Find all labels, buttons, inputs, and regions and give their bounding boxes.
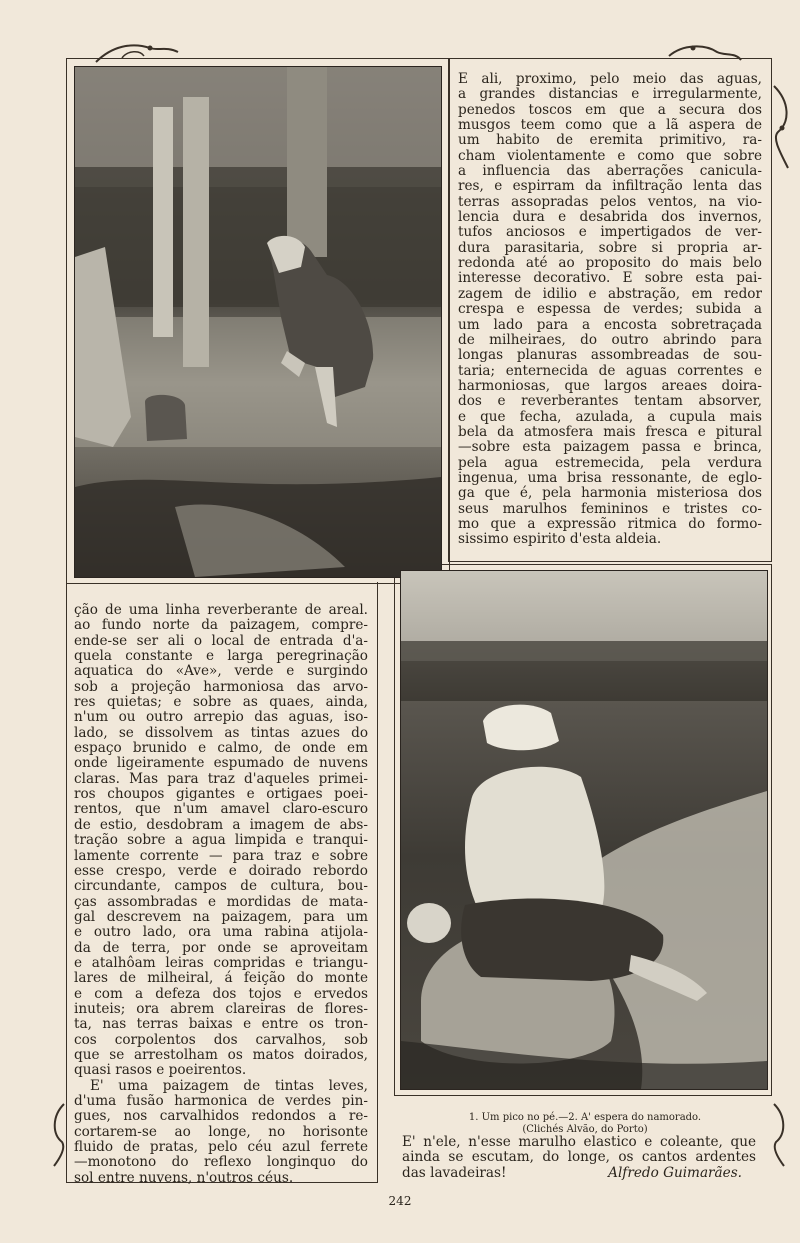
text-line: ção de uma linha reverberante de areal.: [74, 602, 368, 618]
text-line: cortarem-se ao longe, no horisonte: [74, 1123, 368, 1140]
text-line: longas planuras assombreadas de sou-: [458, 347, 762, 364]
photo-woman-washing-foot: [74, 66, 442, 578]
text-line: ga que é, pela harmonia misteriosa dos: [458, 485, 762, 502]
photo-woman-seated-on-rock: [400, 570, 768, 1090]
text-line: lado, se dissolvem as tintas azues do: [74, 724, 368, 741]
text-line: res quietas; e sobre as quaes, ainda,: [74, 694, 368, 711]
text-line: ças assombradas e mordidas de mata-: [74, 893, 368, 910]
text-line: n'um ou outro arrepio das aguas, iso-: [74, 709, 368, 726]
text-line: sol entre nuvens, n'outros céus.: [74, 1169, 294, 1186]
text-line: ende-se ser ali o local de entrada d'a-: [74, 632, 368, 649]
text-line: E' uma paizagem de tintas leves,: [90, 1077, 368, 1094]
text-line: —sobre esta paizagem passa e brinca,: [458, 439, 762, 456]
text-line: gues, nos carvalhidos redondos a re-: [74, 1108, 368, 1125]
author-signature: Alfredo Guimarães.: [608, 1164, 742, 1181]
text-line: redonda até ao proposito do mais belo: [458, 255, 762, 272]
page-number: 242: [388, 1194, 412, 1208]
text-line: a grandes distancias e irregularmente,: [458, 86, 762, 103]
text-line: lares de milheiral, á feição do monte: [74, 970, 368, 987]
text-line: musgos teem como que a lã aspera de: [458, 117, 762, 134]
text-line: tufos anciosos e impertigados de ver-: [458, 224, 762, 241]
text-line: e atalhôam leiras compridas e triangu-: [74, 954, 368, 971]
text-line: aquatica do «Ave», verde e surgindo: [74, 663, 368, 680]
text-line: E ali, proximo, pelo meio das aguas,: [458, 71, 762, 87]
text-line: dos e reverberantes tentam absorver,: [458, 393, 762, 410]
text-line: zagem de idilio e abstração, em redor: [458, 285, 762, 302]
bottom-right-text: [402, 1135, 756, 1181]
text-line: fluido de pratas, pelo céu azul ferrete: [74, 1139, 368, 1156]
text-line: cham violentamente e como que sobre: [458, 147, 762, 164]
caption-credit: (Clichés Alvão, do Porto): [522, 1124, 648, 1135]
text-line: interesse decorativo. E sobre esta pai-: [458, 270, 762, 287]
text-line: e que fecha, azulada, a cupula mais: [458, 408, 762, 425]
text-line: —monotono do reflexo longinquo do: [74, 1154, 368, 1171]
text-line: terras assopradas pelos ventos, na vio-: [458, 193, 762, 210]
text-line: de estio, desdobram a imagem de abs-: [74, 816, 368, 833]
text-line: e outro lado, ora uma rabina atijola-: [74, 924, 368, 941]
text-line: de milheiraes, do outro abrindo para: [458, 331, 762, 348]
ornament-right-scroll-icon: [770, 82, 794, 172]
text-line: d'uma fusão harmonica de verdes pin-: [74, 1093, 368, 1109]
text-line: penedos toscos em que a secura dos: [458, 101, 762, 118]
text-line: circundante, campos de cultura, bou-: [74, 878, 368, 895]
top-right-text-column: [458, 72, 762, 548]
text-line: bela da atmosfera mais fresca e pitural: [458, 423, 762, 440]
text-line: seus marulhos femininos e tristes co-: [458, 500, 762, 517]
text-line: pela agua estremecida, pela verdura: [458, 454, 762, 471]
text-line: mo que a expressão ritmica do formo-: [458, 515, 762, 532]
closing-line: [402, 1166, 756, 1181]
text-line: E' n'ele, n'esse marulho elastico e coleante, que: [402, 1134, 756, 1150]
text-line: um lado para a encosta sobretraçada: [458, 316, 762, 333]
text-line: sissimo espirito d'esta aldeia.: [458, 531, 662, 548]
text-line: lamente corrente — para traz e sobre: [74, 847, 368, 864]
text-line: ta, nas terras baixas e entre os tron-: [74, 1016, 368, 1033]
text-line: claras. Mas para traz d'aqueles primei-: [74, 770, 368, 787]
text-line: a influencia das aberrações canicula-: [458, 163, 762, 180]
text-line: harmoniosas, que largos areaes doira-: [458, 377, 762, 394]
ornament-right-bottom-icon: [770, 1100, 790, 1170]
photo-caption: [402, 1112, 768, 1136]
text-line: gal descrevem na paizagem, para um: [74, 908, 368, 925]
closing-text: das lavadeiras!: [402, 1164, 507, 1181]
text-line: tração sobre a agua limpida e tranqui-: [74, 832, 368, 849]
text-line: sob a projeção harmoniosa das arvo-: [74, 678, 368, 695]
text-line: dura parasitaria, sobre si propria ar-: [458, 239, 762, 256]
text-line: quela constante e larga peregrinação: [74, 648, 368, 665]
text-line: inuteis; ora abrem clareiras de flores-: [74, 1000, 368, 1017]
text-line: rentos, que n'um amavel claro-escuro: [74, 801, 368, 818]
text-line: ingenua, uma brisa ressonante, de eglo-: [458, 469, 762, 486]
text-line: ainda se escutam, do longe, os cantos ardentes: [402, 1149, 756, 1166]
left-text-column: [74, 603, 368, 1186]
text-line: lencia dura e desabrida dos invernos,: [458, 209, 762, 226]
text-line: ao fundo norte da paizagem, compre-: [74, 617, 368, 634]
text-line: quasi rasos e poeirentos.: [74, 1062, 247, 1079]
text-line: ros choupos gigantes e ortigaes poei-: [74, 786, 368, 803]
text-line: espaço brunido e calmo, de onde em: [74, 740, 368, 757]
caption-title: 1. Um pico no pé.—2. A' espera do namorado.: [468, 1112, 702, 1123]
text-line: que se arrestolham os matos doirados,: [74, 1046, 368, 1063]
text-line: e com a defeza dos tojos e ervedos: [74, 985, 368, 1002]
text-line: da de terra, por onde se aproveitam: [74, 939, 368, 956]
text-line: um habito de eremita primitivo, ra-: [458, 132, 762, 149]
text-line: crespa e espessa de verdes; subida a: [458, 301, 762, 318]
text-line: res, e espirram da infiltração lenta das: [458, 178, 762, 195]
text-line: cos corpolentos dos carvalhos, sob: [74, 1031, 368, 1048]
text-line: esse crespo, verde e doirado rebordo: [74, 862, 368, 879]
text-line: onde ligeiramente espumado de nuvens: [74, 755, 368, 772]
text-line: taria; enternecida de aguas correntes e: [458, 362, 762, 379]
